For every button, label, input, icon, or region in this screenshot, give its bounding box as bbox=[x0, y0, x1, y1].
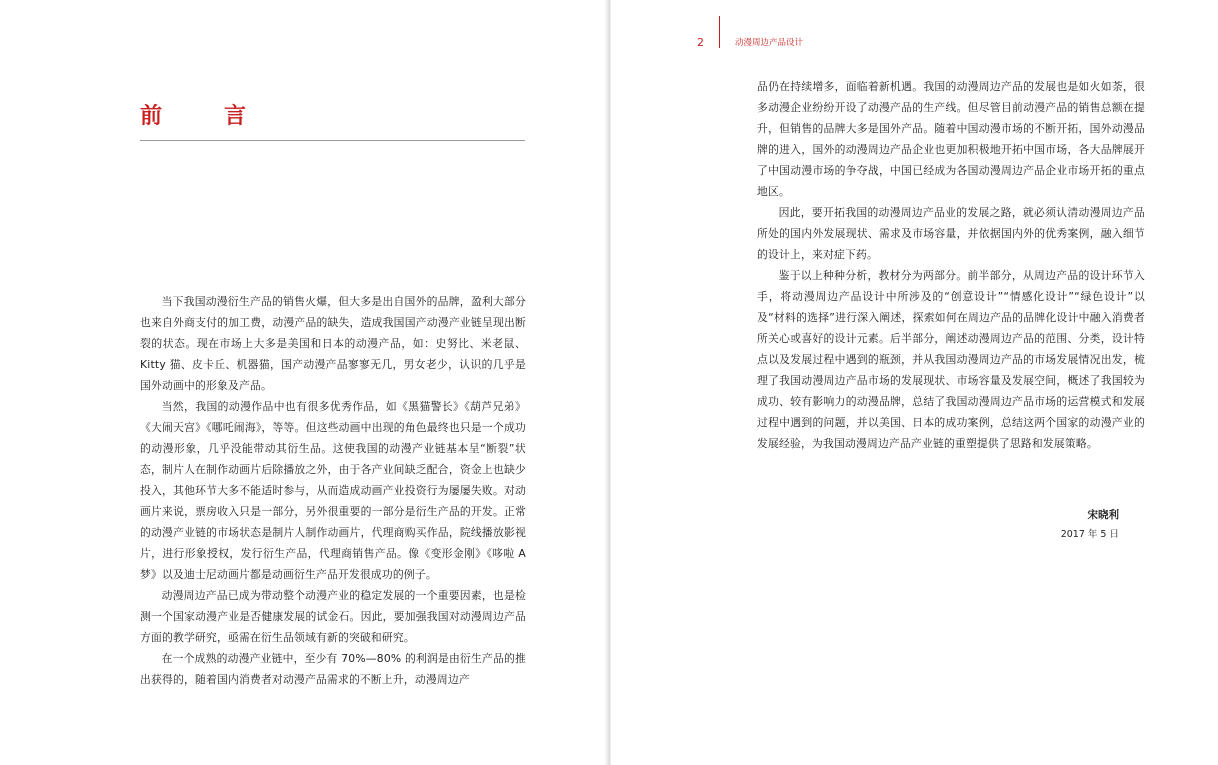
running-title: 动漫周边产品设计 bbox=[735, 38, 804, 48]
left-page bbox=[0, 0, 608, 765]
signature-date: 2017 年 5 日 bbox=[1060, 529, 1119, 540]
page-number: 2 bbox=[697, 36, 704, 49]
header-divider bbox=[719, 16, 720, 48]
paragraph: 品仍在持续增多，面临着新机遇。我国的动漫周边产品的发展也是如火如荼，很多动漫企业纷纷开设了动漫产品的生产线。但尽管目前动漫产品的销售总额在提升，但销售的品牌大多是国外产品。随着中国动漫市场的不断开拓，国外动漫品牌的进入，国外的动漫周边产品企业也更加积极地开拓中国市场，各大品牌展开了中国动漫市场的争夺战，中国已经成为各国动漫周边产品企业市场开拓的重点地区。 bbox=[757, 80, 1145, 198]
paragraph: 因此，要开拓我国的动漫周边产品业的发展之路，就必须认清动漫周边产品所处的国内外发展现状、需求及市场容量，并依据国内外的优秀案例，融入细节的设计上，来对症下药。 bbox=[757, 206, 1145, 261]
page-title: 前 言 bbox=[140, 103, 267, 129]
right-page-body bbox=[757, 76, 1145, 454]
paragraph: 动漫周边产品已成为带动整个动漫产业的稳定发展的一个重要因素，也是检测一个国家动漫产业是否健康发展的试金石。因此，要加强我国对动漫周边产品方面的教学研究，亟需在衍生品领域有新的突破和研究。 bbox=[140, 589, 526, 644]
paragraph: 在一个成熟的动漫产业链中，至少有 70%—80% 的利润是由衍生产品的推出获得的，随着国内消费者对动漫产品需求的不断上升，动漫周边产 bbox=[140, 652, 526, 686]
right-page bbox=[611, 0, 1218, 765]
paragraph: 当下我国动漫衍生产品的销售火爆，但大多是出自国外的品牌，盈利大部分也来自外商支付的加工费，动漫产品的缺失，造成我国国产动漫产业链呈现出断裂的状态。现在市场上大多是美国和日本的动漫产品，如：史努比、米老鼠、Kitty 猫、皮卡丘、机器猫，国产动漫产品寥寥无几，男女老少，认识的几乎是国外动画中的形象及产品。 bbox=[140, 295, 526, 392]
left-page-body bbox=[140, 291, 526, 690]
paragraph: 鉴于以上种种分析，教材分为两部分。前半部分，从周边产品的设计环节入手，将动漫周边产品设计中所涉及的“创意设计”“情感化设计”“绿色设计”以及“材料的选择”进行深入阐述，探索如何在周边产品的品牌化设计中融入消费者所关心或喜好的设计元素。后半部分，阐述动漫周边产品的范围、分类，设计特点以及发展过程中遇到的瓶颈，并从我国动漫周边产品的市场发展情况出发，梳理了我国动漫周边产品市场的发展现状、市场容量及发展空间，概述了我国较为成功、较有影响力的动漫品牌，总结了我国动漫周边产品市场的运营模式和发展过程中遇到的问题，并以美国、日本的成功案例，总结这两个国家的动漫产业的发展经验，为我国动漫周边产品产业链的重塑提供了思路和发展策略。 bbox=[757, 269, 1145, 450]
title-divider bbox=[140, 140, 525, 141]
author-signature: 宋晓利 bbox=[1087, 509, 1119, 521]
paragraph: 当然，我国的动漫作品中也有很多优秀作品，如《黑猫警长》《葫芦兄弟》《大闹天宫》《哪吒闹海》，等等。但这些动画中出现的角色最终也只是一个成功的动漫形象，几乎没能带动其衍生品。这使我国的动漫产业链基本呈“断裂”状态，制片人在制作动画片后除播放之外，由于各产业间缺乏配合，资金上也缺少投入，其他环节大多不能适时参与，从而造成动画产业投资行为屡屡失败。对动画片来说，票房收入只是一部分，另外很重要的一部分是衍生产品的开发。正常的动漫产业链的市场状态是制片人制作动画片，代理商购买作品，院线播放影视片，进行形象授权，发行衍生产品，代理商销售产品。像《变形金刚》《哆啦 A 梦》以及迪士尼动画片都是动画衍生产品开发很成功的例子。 bbox=[140, 400, 526, 581]
